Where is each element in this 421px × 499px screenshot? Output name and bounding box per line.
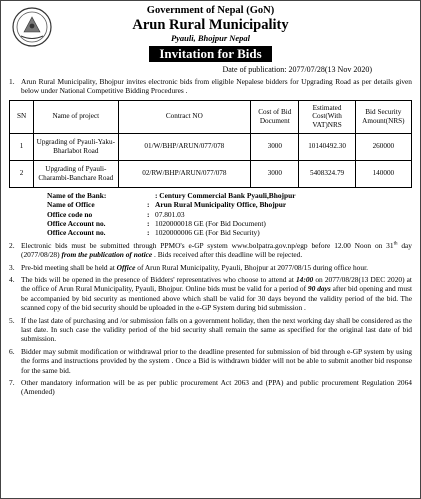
bank-value: 07.801.03 <box>155 209 185 219</box>
table-cell: 02/RW/BHP/ARUN/077/078 <box>118 160 251 187</box>
table-cell: 1 <box>10 133 34 160</box>
clause-4: 4. The bids will be opened in the presence of Bidders' representatives who choose to attend at 14:00 on 2077/08/28(13 DEC 2020) at the office of Arun Rural Municipality, Pyauli, Bhojpur. Online bids must be valid for a period of 90 days after bid opening and must be accompanied by bid security as mentioned above which shall be valid for 30 days beyond the validity period of the bid. The scanned copy of the bid security should be uploaded in the e-GP System during bid submission . <box>9 274 412 313</box>
clause-1 <box>9 77 412 96</box>
bank-row <box>9 219 412 228</box>
bank-label: Office code no <box>47 209 93 219</box>
emphasis: 90 days <box>307 284 331 294</box>
clause-2: 2. Electronic bids must be submitted through PPMO's e-GP system www.bolpatra.gov.np/egp before 12.00 Noon on 31th day (2077/08/28) from the publication of notice . Bids received after this deadline will be rejected. <box>9 240 412 260</box>
header-cell: Contract NO <box>118 100 251 133</box>
header-cell: SN <box>10 100 34 133</box>
bank-label: Office Account no. <box>47 218 106 228</box>
government-name: Government of Nepal (GoN) <box>146 5 275 16</box>
clause-3: 3. Pre-bid meeting shall be held at Office of Arun Rural Municipality, Pyauli, Bhojpur at 2077/08/15 during office hour. <box>9 262 368 272</box>
clause-number: 6. <box>9 346 15 356</box>
table-cell: 01/W/BHP/ARUN/077/078 <box>118 133 251 160</box>
table-row <box>10 133 412 160</box>
bank-label: Name of the Bank: <box>47 190 107 200</box>
table-cell: Upgrading of Pyauli-Charambi-Banchare Road <box>34 160 118 187</box>
bank-value: 1020000018 GE (For Bid Document) <box>155 218 266 228</box>
bank-value: Arun Rural Municipality Office, Bhojpur <box>155 200 287 210</box>
table-cell: 3000 <box>251 160 299 187</box>
bank-separator <box>147 191 155 200</box>
bank-row <box>9 191 412 200</box>
bank-value: 1020000006 GE (For Bid Security) <box>155 228 260 238</box>
emphasis: 14:00 <box>295 274 314 284</box>
clause-number: 7. <box>9 378 15 388</box>
table-cell: 10140492.30 <box>299 133 355 160</box>
municipality-name: Arun Rural Municipality <box>132 17 289 34</box>
clause-number: 1. <box>9 76 15 86</box>
bank-label: Office Account no. <box>47 228 106 238</box>
bid-table <box>9 100 412 188</box>
municipality-address: Pyauli, Bhojpur Nepal <box>170 32 251 43</box>
bank-separator: : <box>147 200 150 210</box>
letterhead <box>9 5 412 63</box>
table-cell: 260000 <box>355 133 411 160</box>
clause-5 <box>9 316 412 344</box>
header-cell: Bid Security Amount(NRS) <box>355 100 411 133</box>
bank-separator: : <box>147 218 150 228</box>
bank-separator: : <box>147 228 150 238</box>
clause-text: Bidder may submit modification or withdrawal prior to the deadline presented for submission of bid through e-GP system by using the forms and instructions provided by the system . Once a Bid is withdrawn bidder will not be able to submit another bid response for the same bid. <box>21 346 412 375</box>
header-cell: Name of project <box>34 100 118 133</box>
publication-date: Date of publication: 2077/07/28(13 Nov 2020) <box>222 64 372 74</box>
table-cell: 2 <box>10 160 34 187</box>
table-cell: 140000 <box>355 160 411 187</box>
clause-number: 5. <box>9 315 15 325</box>
bank-details <box>9 191 412 238</box>
clause-number: 2. <box>9 240 15 250</box>
table-cell: 5408324.79 <box>299 160 355 187</box>
table-header-row <box>10 100 412 133</box>
clause-7 <box>9 378 412 397</box>
bank-label: Name of Office <box>47 200 95 210</box>
clause-text: Other mandatory information will be as per public procurement Act 2063 and (PPA) and public procurement Regulation 2064 (Amended) <box>21 378 412 397</box>
table-cell: 3000 <box>251 133 299 160</box>
clause-text: Arun Rural Municipality, Bhojpur invites electronic bids from eligible Nepalese bidders for Upgrading Road as per details given below under National Competitive Bidding Procedures . <box>21 76 412 96</box>
clause-text: If the last date of purchasing and /or submission falls on a government holiday, then the next working day shall be considered as the last date. In such case the validity period of the bid security shall remain the same as specified for the original last date of bid submission. <box>21 315 412 344</box>
notice-title: Invitation for Bids <box>149 46 271 63</box>
emphasis: from the publication of notice <box>61 250 153 260</box>
emphasis: Office <box>116 262 136 272</box>
header-cell: Cost of Bid Document <box>251 100 299 133</box>
header-cell: Estimated Cost(With VAT)NRS <box>299 100 355 133</box>
bank-row <box>9 210 412 219</box>
bank-separator: : <box>147 209 150 219</box>
clause-6 <box>9 347 412 375</box>
government-emblem-icon <box>11 6 53 48</box>
table-row <box>10 160 412 187</box>
bank-value: : Century Commercial Bank Pyauli,Bhojpur <box>155 190 296 200</box>
clause-number: 4. <box>9 274 15 284</box>
bank-row <box>9 228 412 237</box>
table-cell: Upgrading of Pyauli-Yaku-Bharlabot Road <box>34 133 118 160</box>
clause-number: 3. <box>9 262 15 272</box>
bank-row <box>9 200 412 209</box>
